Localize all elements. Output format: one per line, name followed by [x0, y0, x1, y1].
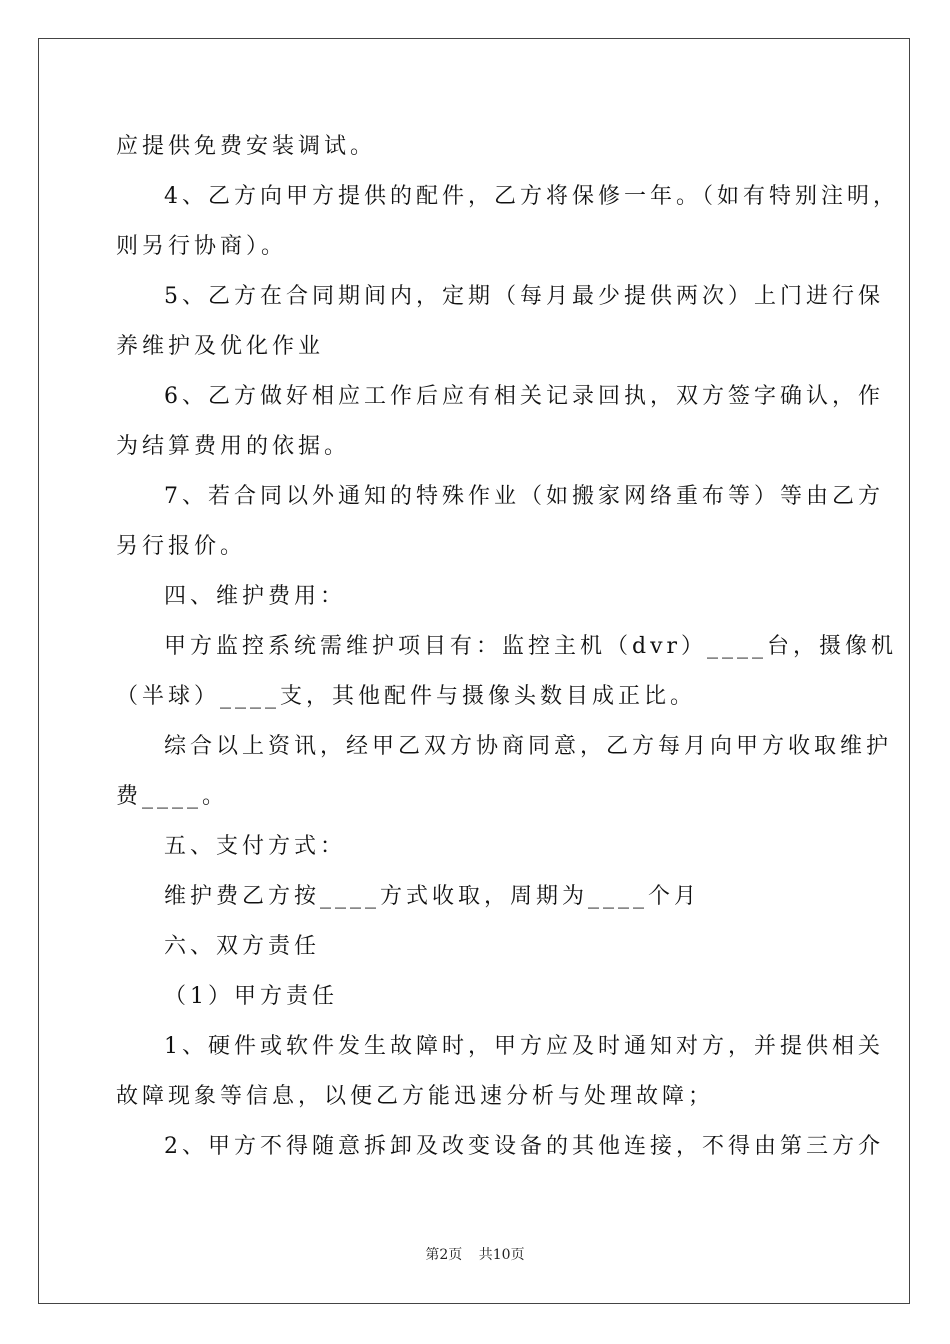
text-line: 甲方监控系统需维护项目有：监控主机（dvr）____台，摄像机 [164, 634, 898, 659]
text-line: 另行报价。 [116, 534, 247, 559]
text-line: 2、甲方不得随意拆卸及改变设备的其他连接，不得由第三方介 [164, 1134, 884, 1159]
text-line: 4、乙方向甲方提供的配件，乙方将保修一年。（如有特别注明， [164, 184, 899, 209]
text-line: 1、硬件或软件发生故障时，甲方应及时通知对方，并提供相关 [164, 1034, 884, 1059]
text-line: 5、乙方在合同期间内，定期（每月最少提供两次）上门进行保 [164, 284, 884, 309]
text-line: 费____。 [116, 784, 229, 809]
page-footer [0, 1244, 950, 1264]
page-number: 第2页 [425, 1247, 463, 1263]
section-heading: 五、支付方式： [164, 834, 347, 859]
text-line: 故障现象等信息，以便乙方能迅速分析与处理故障； [116, 1084, 715, 1109]
text-line: 为结算费用的依据。 [116, 434, 351, 459]
text-line: 7、若合同以外通知的特殊作业（如搬家网络重布等）等由乙方 [164, 484, 884, 509]
text-line: 应提供免费安装调试。 [116, 134, 377, 159]
page-frame [38, 38, 910, 1304]
text-line: 养维护及优化作业 [116, 334, 325, 359]
text-line: （半球）____支，其他配件与摄像头数目成正比。 [116, 684, 697, 709]
section-heading: 四、维护费用： [164, 584, 347, 609]
text-line: 维护费乙方按____方式收取，周期为____个月 [164, 884, 701, 909]
subsection-heading: （1）甲方责任 [164, 984, 338, 1009]
text-line: 综合以上资讯，经甲乙双方协商同意，乙方每月向甲方收取维护 [164, 734, 893, 759]
section-heading: 六、双方责任 [164, 934, 321, 959]
text-line: 6、乙方做好相应工作后应有相关记录回执，双方签字确认，作 [164, 384, 884, 409]
page-total: 共10页 [478, 1247, 525, 1263]
text-line: 则另行协商）。 [116, 234, 288, 259]
